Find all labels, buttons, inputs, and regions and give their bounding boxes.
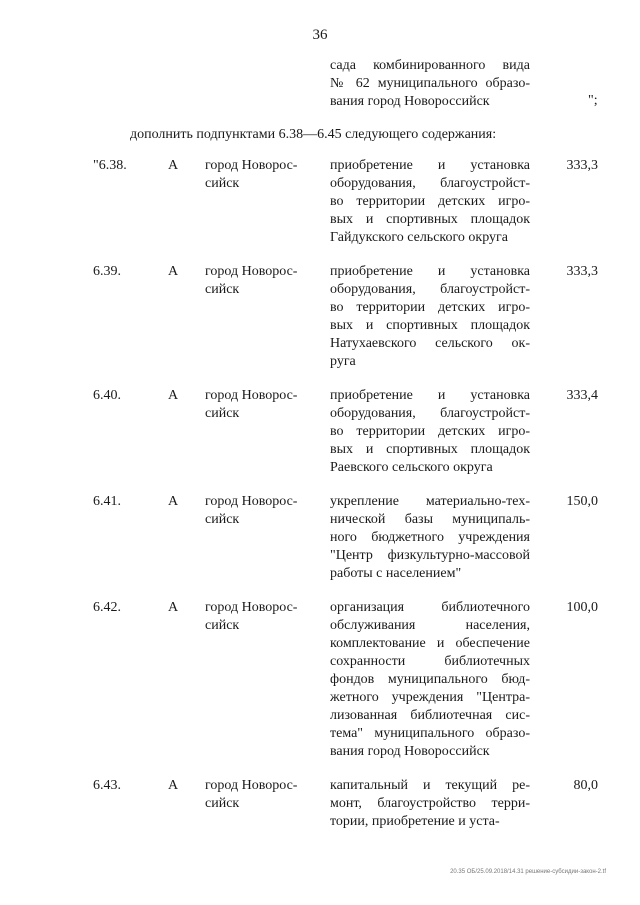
item-amount: 333,4 bbox=[566, 388, 598, 403]
item-description-line: приобретение и установка bbox=[330, 388, 530, 403]
item-description-line: сохранности библиотечных bbox=[330, 654, 530, 669]
item-city bbox=[205, 387, 305, 423]
item-city-line: город Новорос- bbox=[205, 494, 298, 509]
item-description-line: вых и спортивных площадок bbox=[330, 318, 530, 333]
item-description-line: жетного учреждения "Центра- bbox=[330, 690, 530, 705]
item-description-line: Раевского сельского округа bbox=[330, 460, 493, 475]
item-city-line: сийск bbox=[205, 512, 240, 527]
item-city-line: сийск bbox=[205, 406, 240, 421]
item-number: 6.43. bbox=[93, 778, 121, 793]
item-description-line: ного бюджетного учреждения bbox=[330, 530, 530, 545]
item-description bbox=[330, 157, 530, 247]
continuation-line: вания город Новороссийск bbox=[330, 94, 490, 109]
item-description-line: оборудования, благоустройст- bbox=[330, 282, 530, 297]
item-description-line: вания город Новороссийск bbox=[330, 744, 490, 759]
item-amount: 333,3 bbox=[566, 264, 598, 279]
continuation-closing-quote: "; bbox=[588, 93, 598, 108]
continuation-text bbox=[330, 57, 530, 111]
item-description bbox=[330, 493, 530, 583]
item-description-line: организация библиотечного bbox=[330, 600, 530, 615]
item-description-line: фондов муниципального бюд- bbox=[330, 672, 530, 687]
item-description-line: вых и спортивных площадок bbox=[330, 442, 530, 457]
item-city-line: сийск bbox=[205, 282, 240, 297]
item-city-line: город Новорос- bbox=[205, 264, 298, 279]
item-amount: 80,0 bbox=[573, 778, 598, 793]
item-number: 6.40. bbox=[93, 388, 121, 403]
instruction-text: дополнить подпунктами 6.38—6.45 следующего содержания: bbox=[130, 127, 497, 142]
item-description-line: оборудования, благоустройст- bbox=[330, 176, 530, 191]
item-amount: 333,3 bbox=[566, 158, 598, 173]
item-city-line: сийск bbox=[205, 176, 240, 191]
item-city bbox=[205, 777, 305, 813]
item-number: "6.38. bbox=[93, 158, 127, 173]
item-city-line: город Новорос- bbox=[205, 158, 298, 173]
item-city bbox=[205, 263, 305, 299]
continuation-line: сада комбинированного вида bbox=[330, 58, 530, 73]
item-description-line: монт, благоустройство терри- bbox=[330, 796, 530, 811]
item-description bbox=[330, 263, 530, 371]
item-description bbox=[330, 777, 530, 831]
item-category: А bbox=[168, 494, 179, 509]
item-number: 6.39. bbox=[93, 264, 121, 279]
item-description-line: укрепление материально-тех- bbox=[330, 494, 530, 509]
item-category: А bbox=[168, 158, 179, 173]
item-description-line: во территории детских игро- bbox=[330, 424, 530, 439]
item-description-line: обслуживания населения, bbox=[330, 618, 530, 633]
item-category: А bbox=[168, 778, 179, 793]
item-city bbox=[205, 157, 305, 193]
item-description-line: руга bbox=[330, 354, 356, 369]
item-description-line: капитальный и текущий ре- bbox=[330, 778, 530, 793]
continuation-line: № 62 муниципального образо- bbox=[330, 76, 530, 91]
item-description-line: Натухаевского сельского ок- bbox=[330, 336, 530, 351]
item-description-line: тории, приобретение и уста- bbox=[330, 814, 500, 829]
item-description-line: нической базы муниципаль- bbox=[330, 512, 530, 527]
item-description-line: "Центр физкультурно-массовой bbox=[330, 548, 530, 563]
item-city bbox=[205, 599, 305, 635]
item-description-line: оборудования, благоустройст- bbox=[330, 406, 530, 421]
item-category: А bbox=[168, 600, 179, 615]
item-number: 6.41. bbox=[93, 494, 121, 509]
item-number: 6.42. bbox=[93, 600, 121, 615]
item-description-line: во территории детских игро- bbox=[330, 300, 530, 315]
item-description-line: Гайдукского сельского округа bbox=[330, 230, 508, 245]
item-description-line: во территории детских игро- bbox=[330, 194, 530, 209]
item-city-line: город Новорос- bbox=[205, 600, 298, 615]
item-amount: 150,0 bbox=[566, 494, 598, 509]
item-city-line: сийск bbox=[205, 796, 240, 811]
page-number: 36 bbox=[312, 27, 328, 43]
item-description-line: приобретение и установка bbox=[330, 158, 530, 173]
item-amount: 100,0 bbox=[566, 600, 598, 615]
item-description-line: работы с населением" bbox=[330, 566, 462, 581]
item-description-line: лизованная библиотечная сис- bbox=[330, 708, 530, 723]
item-category: А bbox=[168, 264, 179, 279]
item-description bbox=[330, 599, 530, 761]
item-category: А bbox=[168, 388, 179, 403]
item-description bbox=[330, 387, 530, 477]
item-city-line: сийск bbox=[205, 618, 240, 633]
item-city-line: город Новорос- bbox=[205, 388, 298, 403]
item-description-line: приобретение и установка bbox=[330, 264, 530, 279]
item-description-line: комплектование и обеспечение bbox=[330, 636, 530, 651]
item-city bbox=[205, 493, 305, 529]
item-description-line: тема" муниципального образо- bbox=[330, 726, 530, 741]
item-description-line: вых и спортивных площадок bbox=[330, 212, 530, 227]
item-city-line: город Новорос- bbox=[205, 778, 298, 793]
footer-filename: 20.35 ОБ/25.09.2018/14.31 решение-субсидии-закон-2.tf bbox=[450, 869, 606, 875]
